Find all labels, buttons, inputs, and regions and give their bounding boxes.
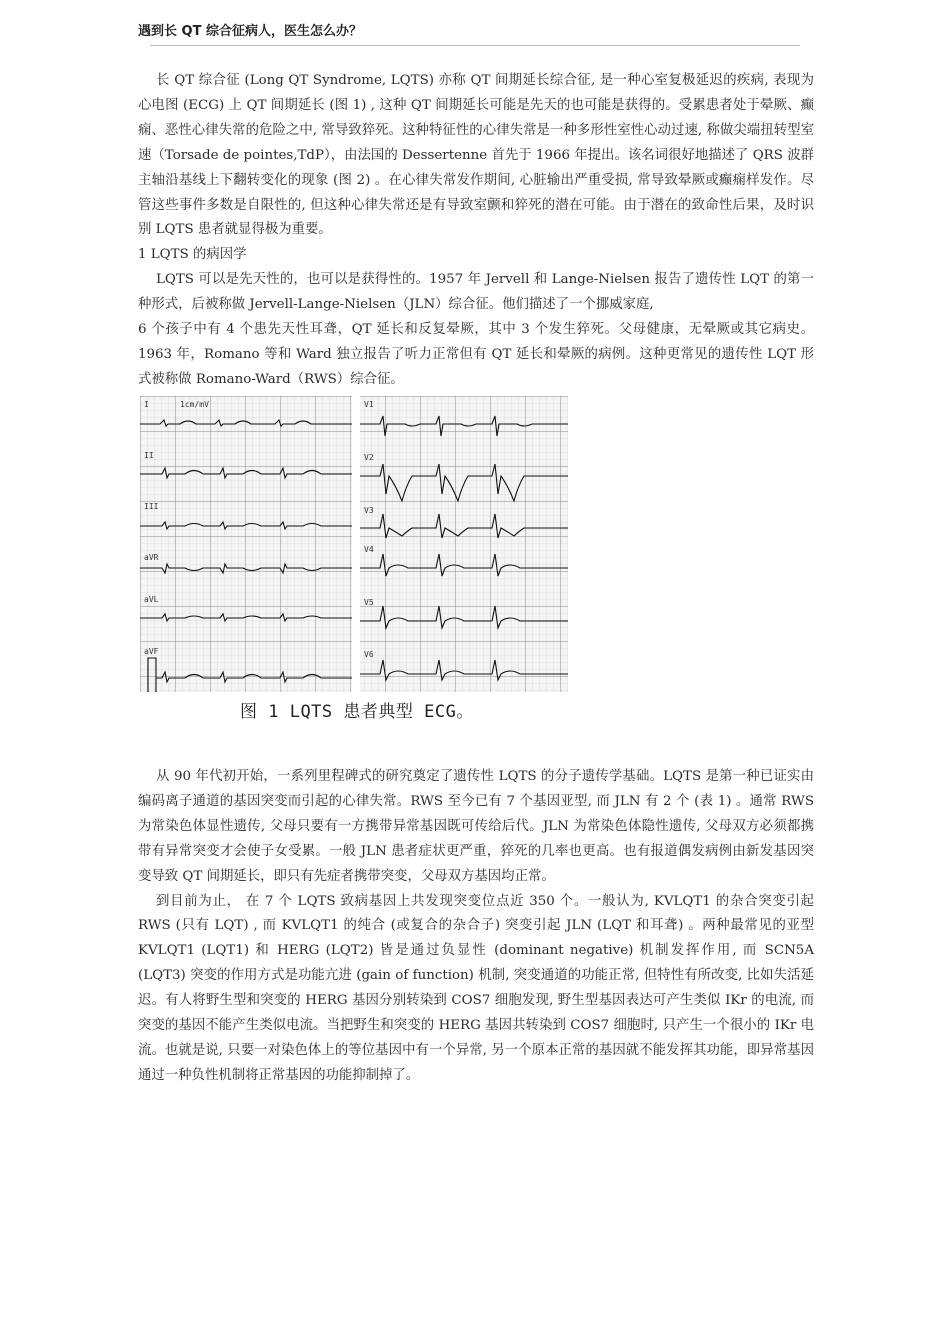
lead-label-V3: V3	[364, 506, 374, 515]
lead-label-V2: V2	[364, 453, 374, 462]
ecg-figure	[140, 396, 570, 726]
lead-label-III: III	[144, 502, 159, 511]
etiology-paragraph-line1: LQTS 可以是先天性的，也可以是获得性的。1957 年 Jervell 和 Lange-Nielsen 报告了遗传性 LQT 的第一种形式，后被称做 Jervell-Lange-Nielsen（JLN）综合征。他们描述了一个挪威家庭,	[138, 272, 814, 313]
section-heading: 1 LQTS 的病因学	[138, 247, 247, 263]
header-divider	[150, 45, 800, 46]
lead-label-I: I	[144, 400, 149, 409]
lead-label-V4: V4	[364, 545, 374, 554]
calibration-label: 1cm/mV	[180, 400, 209, 409]
lead-label-aVR: aVR	[144, 553, 159, 562]
mutations-paragraph: 到目前为止， 在 7 个 LQTS 致病基因上共发现突变位点近 350 个。一般认为, KVLQT1 的杂合突变引起 RWS (只有 LQT) , 而 KVLQT1 的纯合 (或复合的杂合子) 突变引起 JLN (LQT 和耳聋) 。两种最常见的亚型 KVLQT1 (LQT1) 和 HERG (LQT2) 皆是通过负显性 (dominant negative) 机制发挥作用, 而 SCN5A (LQT3) 突变的作用方式是功能亢进 (gain of function) 机制, 突变通道的功能正常, 但特性有所改变, 比如失活延迟。有人将野生型和突变的 HERG 基因分别转染到 COS7 细胞发现, 野生型基因表达可产生类似 IKr 的电流, 而突变的基因不能产生类似电流。当把野生和突变的 HERG 基因共转染到 COS7 细胞时, 只产生一个很小的 IKr 电流。也就是说, 只要一对染色体上的等位基因中有一个异常, 另一个原本正常的基因就不能发挥其功能，即异常基因通过一种负性机制将正常基因的功能抑制掉了。	[138, 893, 814, 1083]
section-2	[138, 765, 814, 1089]
figure-caption: 图 1 LQTS 患者典型 ECG。	[240, 702, 474, 722]
running-header: 遇到长 QT 综合征病人，医生怎么办？	[138, 24, 362, 39]
lead-label-V6: V6	[364, 650, 374, 659]
intro-paragraph: 长 QT 综合征 (Long QT Syndrome, LQTS) 亦称 QT 间期延长综合征, 是一种心室复极延迟的疾病, 表现为心电图 (ECG) 上 QT 间期延长 (图 1) , 这种 QT 间期延长可能是先天的也可能是获得的。受累患者处于晕厥、癫痫、恶性心律失常的危险之中, 常导致猝死。这种特征性的心律失常是一种多形性室性心动过速, 称做尖端扭转型室速（Torsade de pointes,TdP），由法国的 Dessertenne 首先于 1966 年提出。该名词很好地描述了 QRS 波群主轴沿基线上下翻转变化的现象 (图 2) 。在心律失常发作期间, 心脏输出严重受损, 常导致晕厥或癫痫样发作。尽管这些事件多数是自限性的, 但这种心律失常还是有导致室颤和猝死的潜在可能。由于潜在的致命性后果，及时识别 LQTS 患者就显得极为重要。	[138, 73, 814, 238]
ecg-image	[140, 396, 570, 696]
lead-label-V1: V1	[364, 400, 374, 409]
lead-label-aVL: aVL	[144, 595, 159, 604]
lead-label-aVF: aVF	[144, 647, 159, 656]
etiology-paragraph-line2: 6 个孩子中有 4 个患先天性耳聋，QT 延长和反复晕厥，其中 3 个发生猝死。父母健康，无晕厥或其它病史。1963 年，Romano 等和 Ward 独立报告了听力正常但有 QT 延长和晕厥的病例。这种更常见的遗传性 LQT 形式被称做 Romano-Ward（RWS）综合征。	[138, 322, 814, 387]
lead-label-V5: V5	[364, 598, 374, 607]
genetics-paragraph: 从 90 年代初开始，一系列里程碑式的研究奠定了遗传性 LQTS 的分子遗传学基础。LQTS 是第一种已证实由编码离子通道的基因突变而引起的心律失常。RWS 至今已有 7 个基因亚型, 而 JLN 有 2 个 (表 1) 。通常 RWS 为常染色体显性遗传, 父母只要有一方携带异常基因既可传给后代。JLN 为常染色体隐性遗传, 父母双方必须都携带有异常突变才会使子女受累。一般 JLN 患者症状更严重，猝死的几率也更高。也有报道偶发病例由新发基因突变导致 QT 间期延长，即只有先症者携带突变，父母双方基因均正常。	[138, 769, 814, 884]
section-1	[138, 69, 814, 393]
lead-label-II: II	[144, 451, 154, 460]
